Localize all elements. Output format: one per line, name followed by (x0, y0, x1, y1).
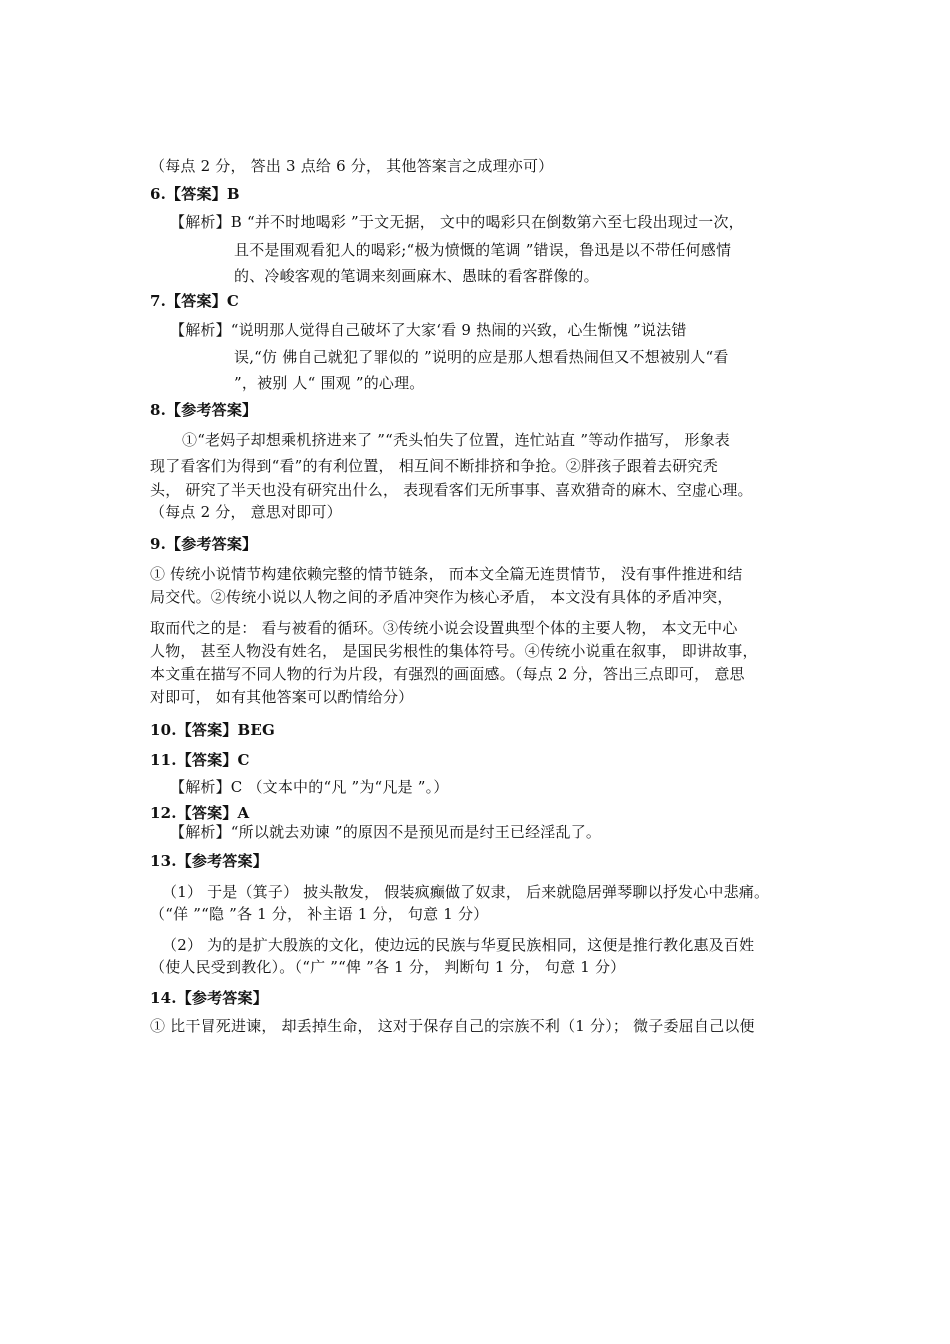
heading-q7: 7.【答案】C (150, 292, 239, 310)
text-line: ① 比干冒死进谏， 却丢掉生命， 这对于保存自己的宗族不利（1 分）； 微子委屈自己以便 (150, 1017, 755, 1035)
heading-q11: 11.【答案】C (150, 751, 250, 769)
text-line: （2） 为的是扩大殷族的文化，使边远的民族与华夏民族相同，这便是推行教化惠及百姓 (162, 936, 755, 954)
text-line: ①“老妈子却想乘机挤进来了 ”“秃头怕失了位置，连忙站直 ”等动作描写， 形象表 (182, 431, 730, 449)
text-line: 对即可， 如有其他答案可以酌情给分） (150, 688, 414, 706)
text-line: 的、冷峻客观的笔调来刻画麻木、愚昧的看客群像的。 (234, 267, 599, 285)
heading-q12: 12.【答案】A (150, 804, 250, 822)
heading-q14: 14.【参考答案】 (150, 989, 268, 1007)
heading-q8: 8.【参考答案】 (150, 401, 258, 419)
text-line: 局交代。②传统小说以人物之间的矛盾冲突作为核心矛盾， 本文没有具体的矛盾冲突， (150, 588, 733, 606)
text-line: 本文重在描写不同人物的行为片段，有强烈的画面感。（每点 2 分，答出三点即可， 意思 (150, 665, 745, 683)
text-line: 且不是围观看犯人的喝彩;“极为愤慨的笔调 ”错误，鲁迅是以不带任何感情 (234, 241, 732, 259)
text-line: 现了看客们为得到“看”的有利位置， 相互间不断排挤和争抢。②胖孩子跟着去研究秃 (150, 457, 718, 475)
text-line: （每点 2 分， 意思对即可） (150, 503, 342, 521)
text-line: 取而代之的是： 看与被看的循环。③传统小说会设置典型个体的主要人物， 本文无中心 (150, 619, 738, 637)
text-line: ”，被别 人“ 围观 ”的心理。 (234, 374, 425, 392)
text-line: （每点 2 分， 答出 3 点给 6 分， 其他答案言之成理亦可） (150, 157, 554, 175)
text-line: 【解析】B “并不时地喝彩 ”于文无据， 文中的喝彩只在倒数第六至七段出现过一次， (170, 213, 744, 231)
text-line: 【解析】C （文本中的“凡 ”为“凡是 ”。） (170, 778, 449, 796)
heading-q13: 13.【参考答案】 (150, 852, 268, 870)
text-line: 头， 研究了半天也没有研究出什么， 表现看客们无所事事、喜欢猎奇的麻木、空虚心理。 (150, 481, 753, 499)
heading-q6: 6.【答案】B (150, 185, 240, 203)
text-line: 人物， 甚至人物没有姓名， 是国民劣根性的集体符号。④传统小说重在叙事， 即讲故事， (150, 642, 758, 660)
text-line: （“佯 ”“隐 ”各 1 分， 补主语 1 分， 句意 1 分） (150, 905, 489, 923)
heading-q10: 10.【答案】BEG (150, 721, 276, 739)
text-line: ① 传统小说情节构建依赖完整的情节链条， 而本文全篇无连贯情节， 没有事件推进和结 (150, 565, 743, 583)
text-line: 【解析】“说明那人觉得自己破坏了大家‘看 9 热闹的兴致，心生惭愧 ”说法错 (170, 321, 687, 339)
heading-q9: 9.【参考答案】 (150, 535, 258, 553)
text-line: （1） 于是（箕子） 披头散发， 假装疯癫做了奴隶， 后来就隐居弹琴聊以抒发心中悲痛。 (162, 883, 770, 901)
text-line: 【解析】“所以就去劝谏 ”的原因不是预见而是纣王已经淫乱了。 (170, 823, 602, 841)
text-line: （使人民受到教化）。（“广 ”“俾 ”各 1 分， 判断句 1 分， 句意 1 分） (150, 958, 626, 976)
text-line: 误,“仿 佛自己就犯了罪似的 ”说明的应是那人想看热闹但又不想被别人“看 (234, 348, 729, 366)
